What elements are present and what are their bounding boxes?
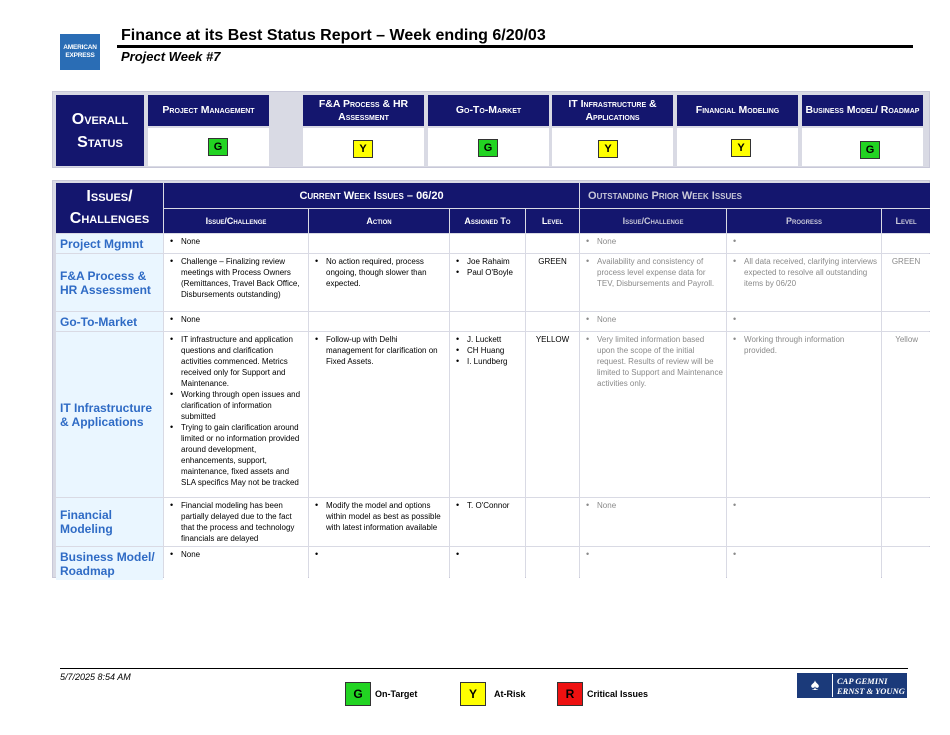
list-item: • T. O'Connor [467, 500, 522, 511]
col-header-progress: Progress [727, 209, 881, 233]
footer-divider [60, 668, 908, 669]
list-item: • Very limited information based upon the scope of the initial request. Results of review will be limited to Support and Maintenance activities only. [597, 334, 723, 389]
legend-on-target [345, 682, 417, 706]
col-header-action: Action [309, 209, 449, 233]
col-header-prior-issue: Issue/Challenge [580, 209, 726, 233]
row-label: IT Infrastructure & Applications [56, 332, 163, 497]
list-item: • Joe Rahaim [467, 256, 522, 267]
list-item: • None [181, 236, 305, 247]
row-label: Financial Modeling [56, 498, 163, 546]
status-badge: G [860, 141, 880, 159]
list-item: • Availability and consistency of process level expense data for TEV, Disbursements and Payroll. [597, 256, 723, 289]
status-header: F&A Process & HR Assessment [303, 95, 424, 126]
legend-badge: G [345, 682, 371, 706]
table-row [56, 547, 930, 580]
status-col-fa-process [303, 95, 424, 166]
row-label: Project Mgmnt [56, 234, 163, 253]
overall-status-table [52, 91, 930, 168]
legend-critical [557, 682, 648, 706]
status-col-business-model [802, 95, 923, 166]
current-week-header: Current Week Issues – 06/20 [164, 183, 579, 208]
timestamp: 5/7/2025 8:54 AM [60, 672, 131, 682]
status-col-it-infrastructure [552, 95, 673, 166]
issues-grid [55, 182, 931, 581]
status-col-project-management [148, 95, 269, 166]
col-header-prior-level: Level [882, 209, 930, 233]
legend-label: Critical Issues [587, 689, 649, 699]
list-item: • None [597, 236, 723, 247]
spade-icon: ♠ [798, 674, 832, 697]
list-item: • None [597, 500, 723, 511]
list-item: • CH Huang [467, 345, 522, 356]
status-badge: Y [731, 139, 751, 157]
status-header: Financial Modeling [677, 95, 798, 126]
table-row [56, 234, 930, 253]
col-header-assigned: Assigned To [450, 209, 525, 233]
table-row [56, 254, 930, 311]
list-item: • Modify the model and options within model as best as possible with latest information available [326, 500, 446, 533]
col-header-level: Level [526, 209, 579, 233]
row-label: Business Model/ Roadmap [56, 547, 163, 580]
list-item: • Challenge – Finalizing review meetings with Process Owners (Remittances, Travel Back Office, Disbursements outstanding) [181, 256, 305, 300]
row-label: Go-To-Market [56, 312, 163, 331]
legend-at-risk [460, 682, 526, 706]
status-badge: G [478, 139, 498, 157]
legend-badge: Y [460, 682, 486, 706]
project-week: Project Week #7 [121, 49, 221, 64]
list-item: • IT infrastructure and application questions and clarification activities commenced. Metrics received only for Support and Maintenance. [181, 334, 305, 389]
list-item: • Trying to gain clarification around limited or no information provided around development, enhancements, support, maintenance, fixed assets and SLA specifics May not be tracked [181, 422, 305, 488]
table-row [56, 312, 930, 331]
legend-label: On-Target [375, 689, 418, 699]
list-item: • None [181, 549, 305, 560]
list-item: • Working through information provided. [744, 334, 878, 356]
status-badge: Y [598, 140, 618, 158]
list-item: • Working through open issues and clarification of information submitted [181, 389, 305, 422]
status-header: Business Model/ Roadmap [802, 95, 923, 126]
list-item: • None [181, 314, 305, 325]
overall-status-label: Overall Status [56, 95, 144, 166]
table-row [56, 332, 930, 497]
prior-level-value: Yellow [882, 332, 930, 497]
issues-table [52, 180, 930, 578]
list-item: • J. Luckett [467, 334, 522, 345]
status-badge: Y [353, 140, 373, 158]
list-item: • All data received, clarifying interviews expected to resolve all outstanding items by 06/20 [744, 256, 878, 289]
prior-week-header: Outstanding Prior Week Issues [580, 183, 930, 208]
list-item: • Paul O'Boyle [467, 267, 522, 278]
report-title: Finance at its Best Status Report – Week ending 6/20/03 [121, 27, 546, 44]
status-header: Project Management [148, 95, 269, 126]
prior-level-value: GREEN [882, 254, 930, 311]
title-divider [117, 45, 913, 48]
list-item: • Financial modeling has been partially delayed due to the fact that the process and technology financials are delayed [181, 500, 305, 544]
cap-gemini-logo: ♠ CAP GEMINI ERNST & YOUNG [797, 673, 907, 698]
row-label: F&A Process & HR Assessment [56, 254, 163, 311]
list-item: • No action required, process ongoing, though slower than expected. [326, 256, 446, 289]
level-value: YELLOW [526, 332, 579, 497]
list-item: • I. Lundberg [467, 356, 522, 367]
issues-challenges-label: Issues/ Challenges [56, 183, 163, 233]
status-badge: G [208, 138, 228, 156]
legend-label: At-Risk [494, 689, 526, 699]
col-header-issue: Issue/Challenge [164, 209, 308, 233]
list-item: • None [597, 314, 723, 325]
status-header: Go-To-Market [428, 95, 549, 126]
table-row [56, 498, 930, 546]
level-value: GREEN [526, 254, 579, 311]
list-item: • Follow-up with Delhi management for clarification on Fixed Assets. [326, 334, 446, 367]
status-header: IT Infrastructure & Applications [552, 95, 673, 126]
legend-badge: R [557, 682, 583, 706]
status-col-go-to-market [428, 95, 549, 166]
status-col-financial-modeling [677, 95, 798, 166]
amex-logo: AMERICAN EXPRESS [60, 34, 100, 70]
